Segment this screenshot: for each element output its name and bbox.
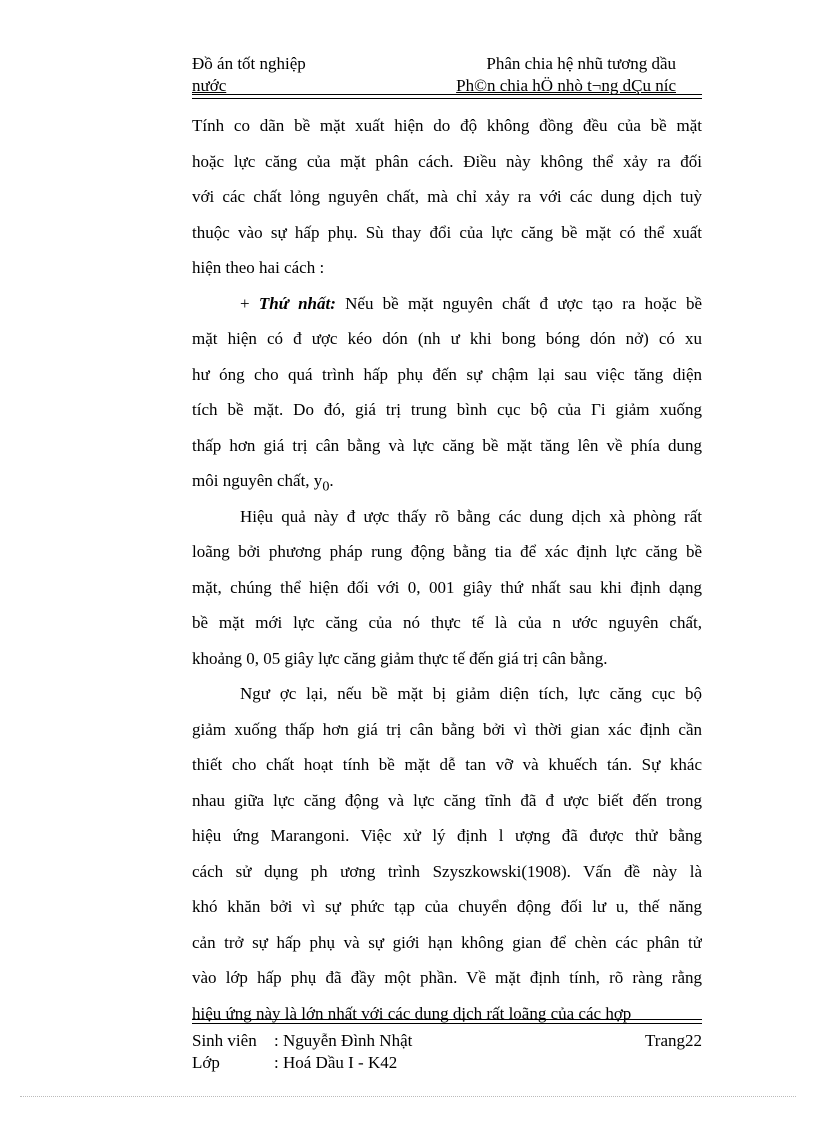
text-line: khó khăn bởi vì sự phức tạp của chuyển động đối lư u, thế năng bbox=[192, 897, 702, 916]
paragraph-first-line: Hiệu quả này đ ược thấy rõ bằng các dung dịch xà phòng rất bbox=[240, 506, 702, 526]
header-rule-top bbox=[192, 94, 702, 95]
header-topic-continuation: nước bbox=[192, 76, 227, 95]
class-label: Lớp bbox=[192, 1053, 220, 1072]
text-line: Tính co dãn bề mặt xuất hiện do độ không đồng đều của bề mặt bbox=[192, 116, 702, 135]
text-run: . bbox=[329, 471, 334, 490]
header-topic-garbled: Ph©n chia hÖ nhò t¬ng dÇu níc bbox=[456, 76, 676, 95]
text-line: hư óng cho quá trình hấp phụ đến sự chậm lại sau việc tăng diện bbox=[192, 364, 702, 384]
paragraph-first-line: Ngư ợc lại, nếu bề mặt bị giảm diện tích, lực căng cục bộ bbox=[240, 684, 702, 703]
footer-rule-top bbox=[192, 1019, 702, 1020]
text-line: hiệu ứng này là lớn nhất với các dung dịch rất loãng của các hợp bbox=[192, 1003, 632, 1023]
text-line: bề mặt mới lực căng của nó thực tế là của n ước nguyên chất, bbox=[192, 613, 702, 632]
text-line: thấp hơn giá trị cân bằng và lực căng bề mặt tăng lên về phía dung bbox=[192, 435, 702, 455]
student-name: : Nguyễn Đình Nhật bbox=[274, 1031, 413, 1050]
text-line: cách sử dụng ph ương trình Szyszkowski(1908). Vấn đề này là bbox=[192, 861, 702, 881]
bullet-prefix: + bbox=[240, 293, 259, 313]
text-line: hiện theo hai cách : bbox=[192, 258, 325, 277]
page-edge-divider bbox=[20, 1096, 796, 1097]
text-line: hoặc lực căng của mặt phân cách. Điều này không thể xảy ra đối bbox=[192, 151, 702, 171]
header-thesis-label: Đồ án tốt nghiệp bbox=[192, 54, 306, 73]
text-line: loãng bởi phương pháp rung động bằng tia để xác định lực căng bề bbox=[192, 542, 702, 561]
header-rule-bottom bbox=[192, 98, 702, 99]
text-line: cản trở sự hấp phụ và sự giới hạn không gian để chèn các phân tử bbox=[192, 932, 702, 952]
text-line: khoảng 0, 05 giây lực căng giảm thực tế đến giá trị cân bằng. bbox=[192, 648, 608, 668]
emphasis-first: Thứ nhất: bbox=[258, 293, 336, 313]
class-name: : Hoá Dầu I - K42 bbox=[274, 1053, 398, 1072]
text-line: giảm xuống thấp hơn giá trị cân bằng bởi vì thời gian xác định cần bbox=[192, 719, 702, 739]
text-run: Nếu bề mặt nguyên chất đ ược tạo ra hoặc bề bbox=[335, 293, 702, 313]
paragraph-first-line bbox=[192, 286, 702, 322]
page-number: Trang22 bbox=[645, 1031, 702, 1050]
text-run: môi nguyên chất, y bbox=[192, 471, 323, 490]
student-label: Sinh viên bbox=[192, 1031, 257, 1050]
footer-rule-bottom bbox=[192, 1023, 702, 1024]
page-header bbox=[192, 54, 702, 96]
text-line: với các chất lỏng nguyên chất, mà chỉ xảy ra với các dung dịch tuỳ bbox=[192, 187, 702, 206]
text-line: thiết cho chất hoạt tính bề mặt dễ tan vỡ và khuếch tán. Sự khác bbox=[192, 755, 702, 774]
page-footer bbox=[192, 1022, 702, 1074]
text-line: hiệu ứng Marangoni. Việc xử lý định l ượng đã được thử bằng bbox=[192, 826, 702, 845]
text-line: mặt, chúng thể hiện đối với 0, 001 giây thứ nhất sau khi định dạng bbox=[192, 577, 702, 597]
text-line bbox=[192, 463, 702, 499]
text-line: vào lớp hấp phụ đã đầy một phần. Về mặt định tính, rõ ràng rằng bbox=[192, 968, 702, 987]
subscript-zero: 0 bbox=[322, 478, 330, 495]
header-topic-title: Phân chia hệ nhũ tương dầu bbox=[486, 54, 676, 73]
text-line: thuộc vào sự hấp phụ. Sù thay đổi của lực căng bề mặt có thể xuất bbox=[192, 222, 702, 242]
text-line: tích bề mặt. Do đó, giá trị trung bình cục bộ của Γi giảm xuống bbox=[192, 400, 702, 419]
text-line: nhau giữa lực căng động và lực căng tĩnh đã đ ược biết đến trong bbox=[192, 790, 702, 810]
body-text bbox=[192, 108, 702, 1031]
text-line: mặt hiện có đ ược kéo dón (nh ư khi bong bóng dón nở) có xu bbox=[192, 329, 702, 348]
